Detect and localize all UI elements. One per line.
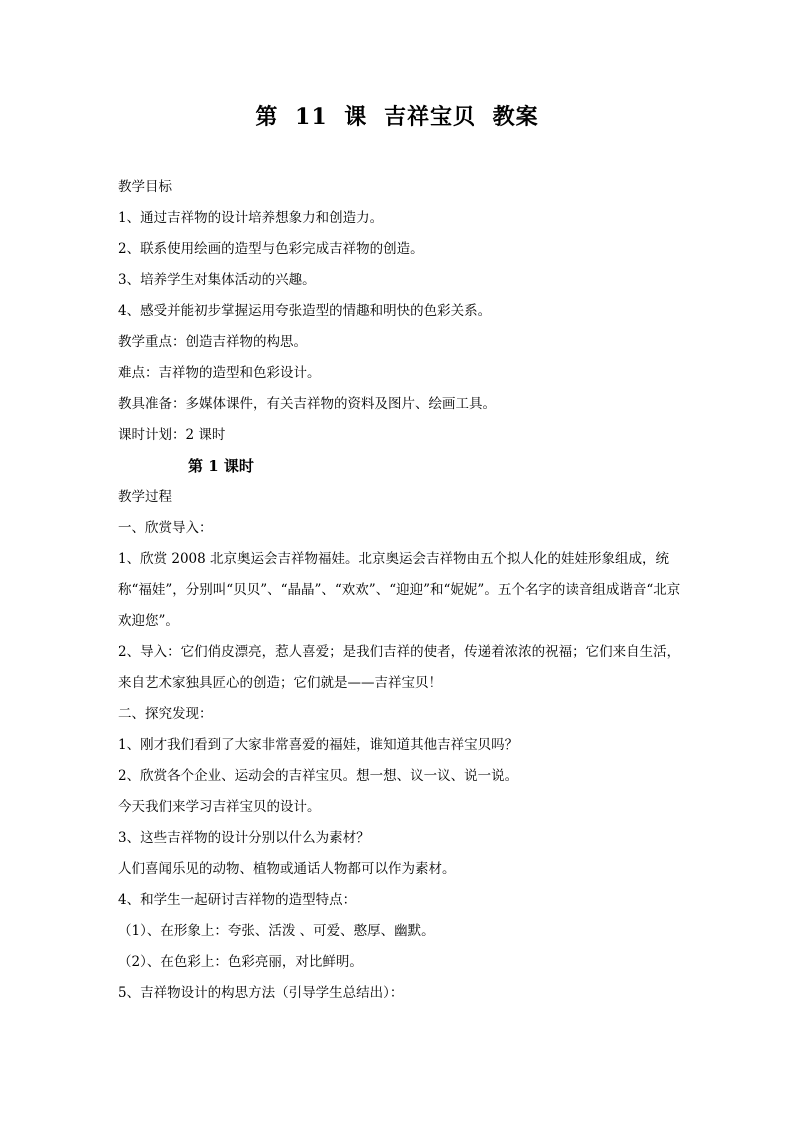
explore-2: 2、欣赏各个企业、运动会的吉祥宝贝。想一想、议一议、说一说。	[118, 768, 519, 784]
objective-1: 1、通过吉祥物的设计培养想象力和创造力。	[118, 210, 384, 226]
document-title: 第 11 课 吉祥宝贝 教案	[255, 104, 539, 130]
section-heading-process: 教学过程	[118, 489, 172, 505]
materials: 教具准备：多媒体课件，有关吉祥物的资料及图片、绘画工具。	[118, 396, 496, 412]
key-point: 教学重点：创造吉祥物的构思。	[118, 334, 307, 350]
objective-4: 4、感受并能初步掌握运用夸张造型的情趣和明快的色彩关系。	[118, 303, 492, 319]
explore-3: 3、这些吉祥物的设计分别以什么为素材？	[118, 830, 370, 846]
explore-5: 5、吉祥物设计的构思方法（引导学生总结出）：	[118, 985, 404, 1001]
explore-4-1: （1）、在形象上：夸张、活泼 、可爱、憨厚、幽默。	[118, 923, 435, 939]
section-heading-objectives: 教学目标	[118, 179, 172, 195]
objective-3: 3、培养学生对集体活动的兴趣。	[118, 272, 316, 288]
explore-3-answer: 人们喜闻乐见的动物、植物或通话人物都可以作为素材。	[118, 861, 456, 877]
difficulty: 难点：吉祥物的造型和色彩设计。	[118, 365, 321, 381]
lesson-heading: 第 1 课时	[188, 457, 254, 475]
explore-4-2: （2）、在色彩上：色彩亮丽，对比鲜明。	[118, 954, 363, 970]
paragraph-fuwa: 1、欣赏 2008 北京奥运会吉祥物福娃。北京奥运会吉祥物由五个拟人化的娃娃形象组成，统称“福娃”，分别叫“贝贝”、“晶晶”、“欢欢”、“迎迎”和“妮妮”。五个名字的读音组成谐音“北京欢迎您”。	[118, 551, 681, 629]
document-body	[118, 172, 684, 1009]
step-heading-appreciation: 一、欣赏导入：	[118, 520, 213, 536]
objective-2: 2、联系使用绘画的造型与色彩完成吉祥物的创造。	[118, 241, 424, 257]
explore-1: 1、刚才我们看到了大家非常喜爱的福娃，谁知道其他吉祥宝贝吗？	[118, 737, 519, 753]
explore-4: 4、和学生一起研讨吉祥物的造型特点：	[118, 892, 357, 908]
explore-today: 今天我们来学习吉祥宝贝的设计。	[118, 799, 321, 815]
step-heading-explore: 二、探究发现：	[118, 706, 213, 722]
schedule: 课时计划：2 课时	[118, 427, 226, 443]
paragraph-intro: 2、导入：它们俏皮漂亮，惹人喜爱；是我们吉祥的使者，传递着浓浓的祝福；它们来自生活，来自艺术家独具匠心的创造；它们就是——吉祥宝贝！	[118, 644, 681, 691]
